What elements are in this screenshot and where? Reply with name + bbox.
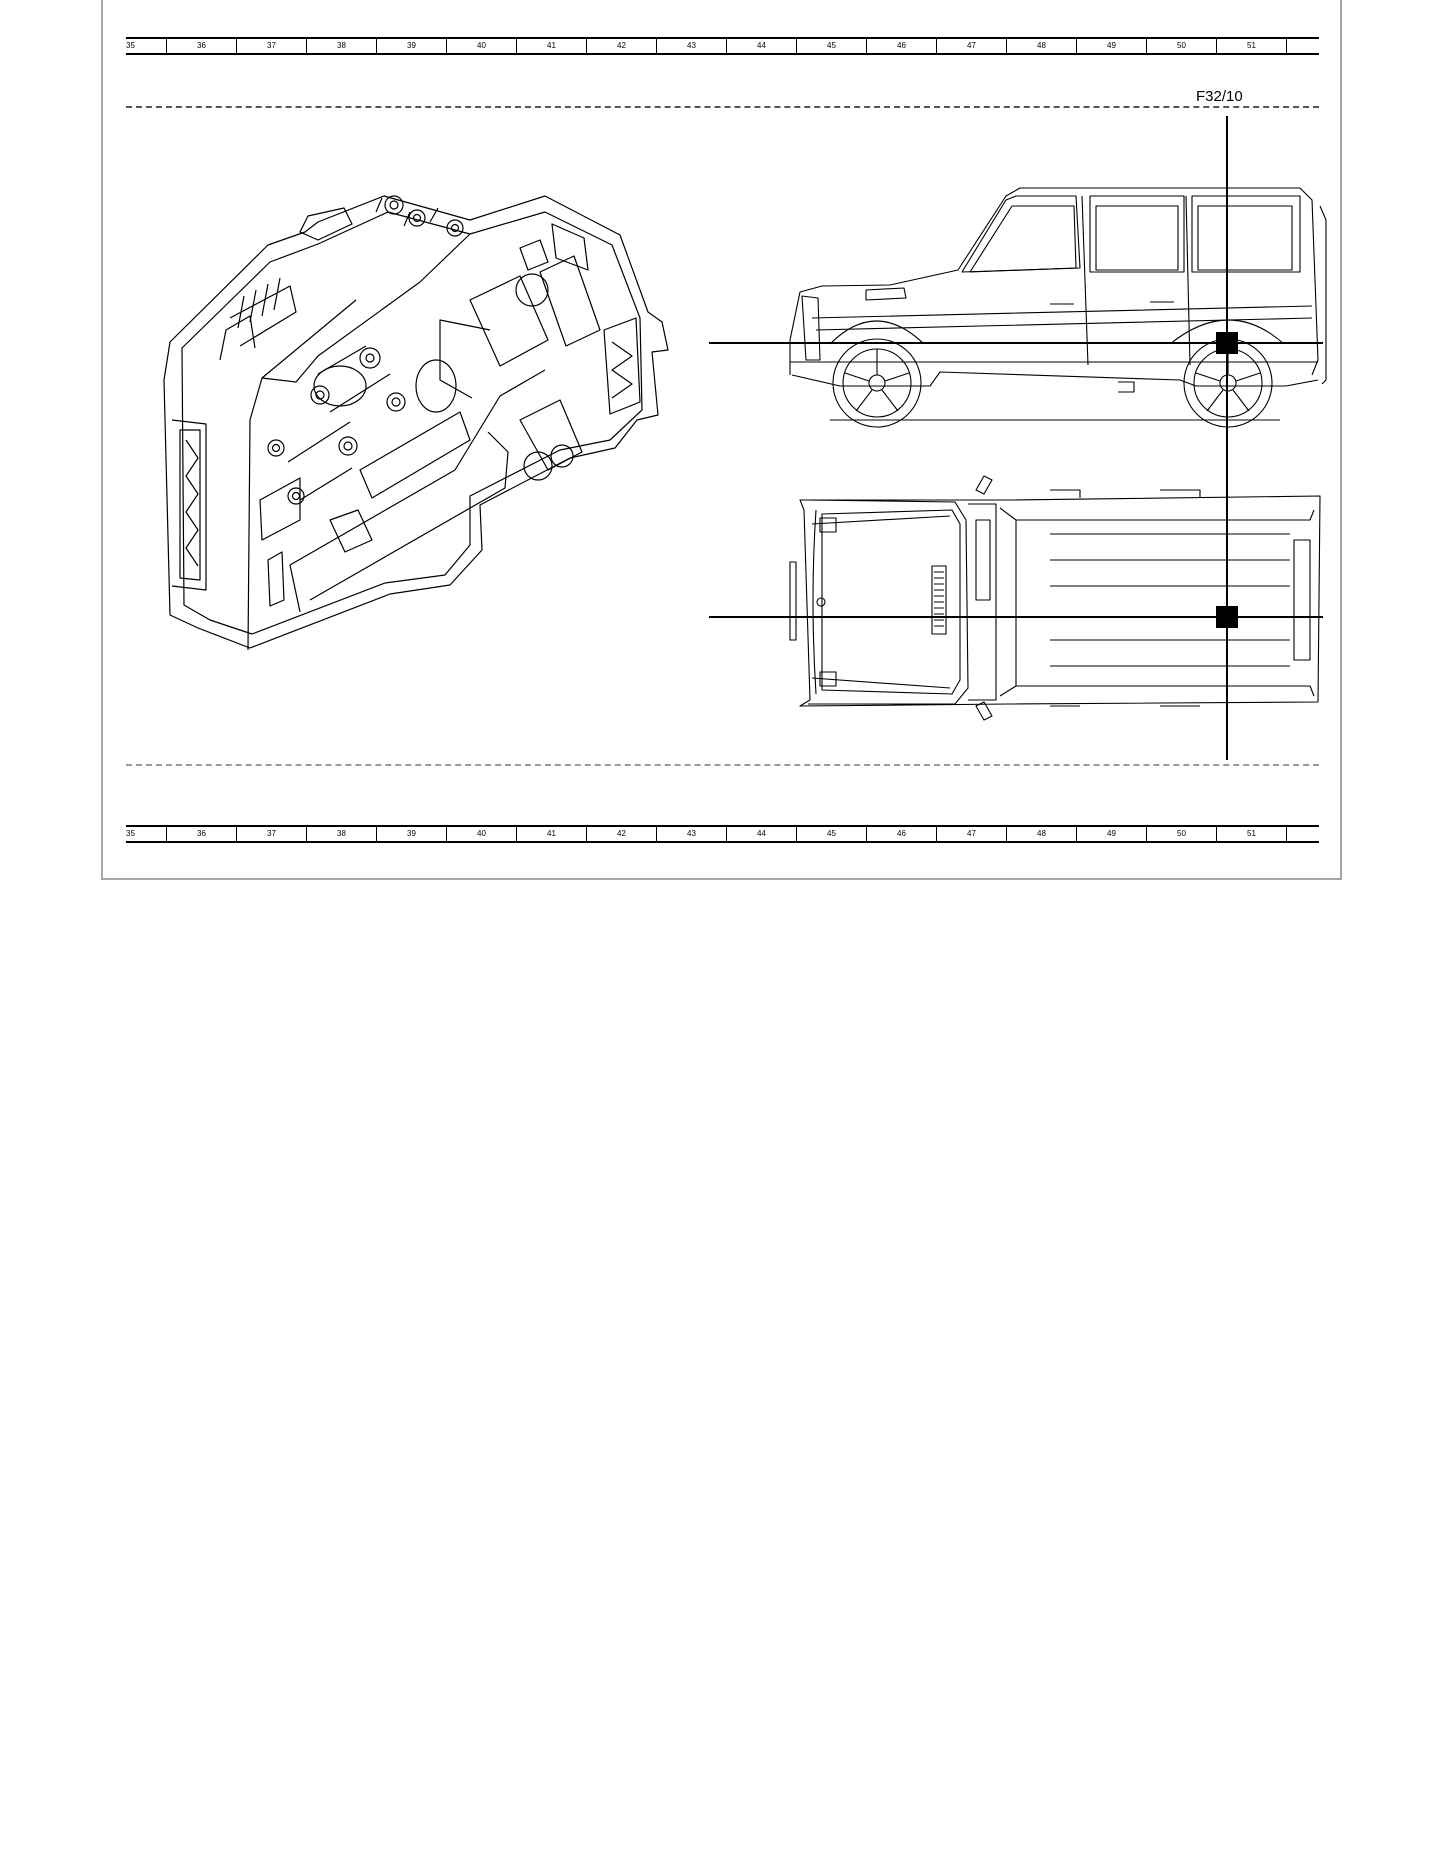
grid-ruler-bottom: [126, 825, 1319, 843]
grid-column-label: 46: [866, 827, 936, 841]
grid-column-label: 41: [516, 39, 586, 53]
grid-column-label: 45: [796, 39, 866, 53]
grid-column-label: 49: [1076, 39, 1146, 53]
grid-column-label: 37: [236, 827, 306, 841]
vehicle-side-view-icon: [790, 188, 1326, 392]
grid-column-label: 51: [1216, 827, 1286, 841]
grid-column-label: 41: [516, 827, 586, 841]
grid-column-label: 35: [126, 41, 135, 50]
diagram-artwork: [0, 0, 1445, 880]
grid-column-label: 40: [446, 827, 516, 841]
grid-column-label: 51: [1216, 39, 1286, 53]
grid-column-label: 42: [586, 39, 656, 53]
grid-column-label: 44: [726, 827, 796, 841]
grid-column-label: 50: [1146, 827, 1216, 841]
grid-column-label: 46: [866, 39, 936, 53]
grid-column-label: 40: [446, 39, 516, 53]
grid-column-label: 43: [656, 39, 726, 53]
grid-column-label: 48: [1006, 827, 1076, 841]
grid-column-blank: [1286, 827, 1319, 841]
section-divider-bottom: [126, 764, 1319, 766]
grid-column-label: 47: [936, 827, 1006, 841]
location-marker-square-icon: [1216, 606, 1238, 628]
grid-column-label: 37: [236, 39, 306, 53]
grid-column-label: 38: [306, 39, 376, 53]
location-marker-square-icon: [1216, 332, 1238, 354]
grid-column-label: 49: [1076, 827, 1146, 841]
grid-column-label: 35: [126, 829, 135, 838]
grid-column-label: 44: [726, 39, 796, 53]
grid-column-label: 36: [166, 39, 236, 53]
grid-column-label: 50: [1146, 39, 1216, 53]
grid-column-label: 36: [166, 827, 236, 841]
vehicle-top-view-icon: [790, 476, 1320, 720]
vehicle-side-view-wheels: [830, 339, 1280, 427]
grid-column-label: 45: [796, 827, 866, 841]
grid-column-label: 47: [936, 39, 1006, 53]
fuse-relay-box-mount-points: [268, 196, 573, 504]
grid-column-label: 39: [376, 39, 446, 53]
grid-column-label: 39: [376, 827, 446, 841]
grid-column-label: 48: [1006, 39, 1076, 53]
grid-column-label: 42: [586, 827, 656, 841]
fuse-relay-box-illustration: [164, 196, 668, 650]
grid-column-label: 38: [306, 827, 376, 841]
grid-column-label: 43: [656, 827, 726, 841]
component-callout-label: F32/10: [1196, 88, 1243, 105]
